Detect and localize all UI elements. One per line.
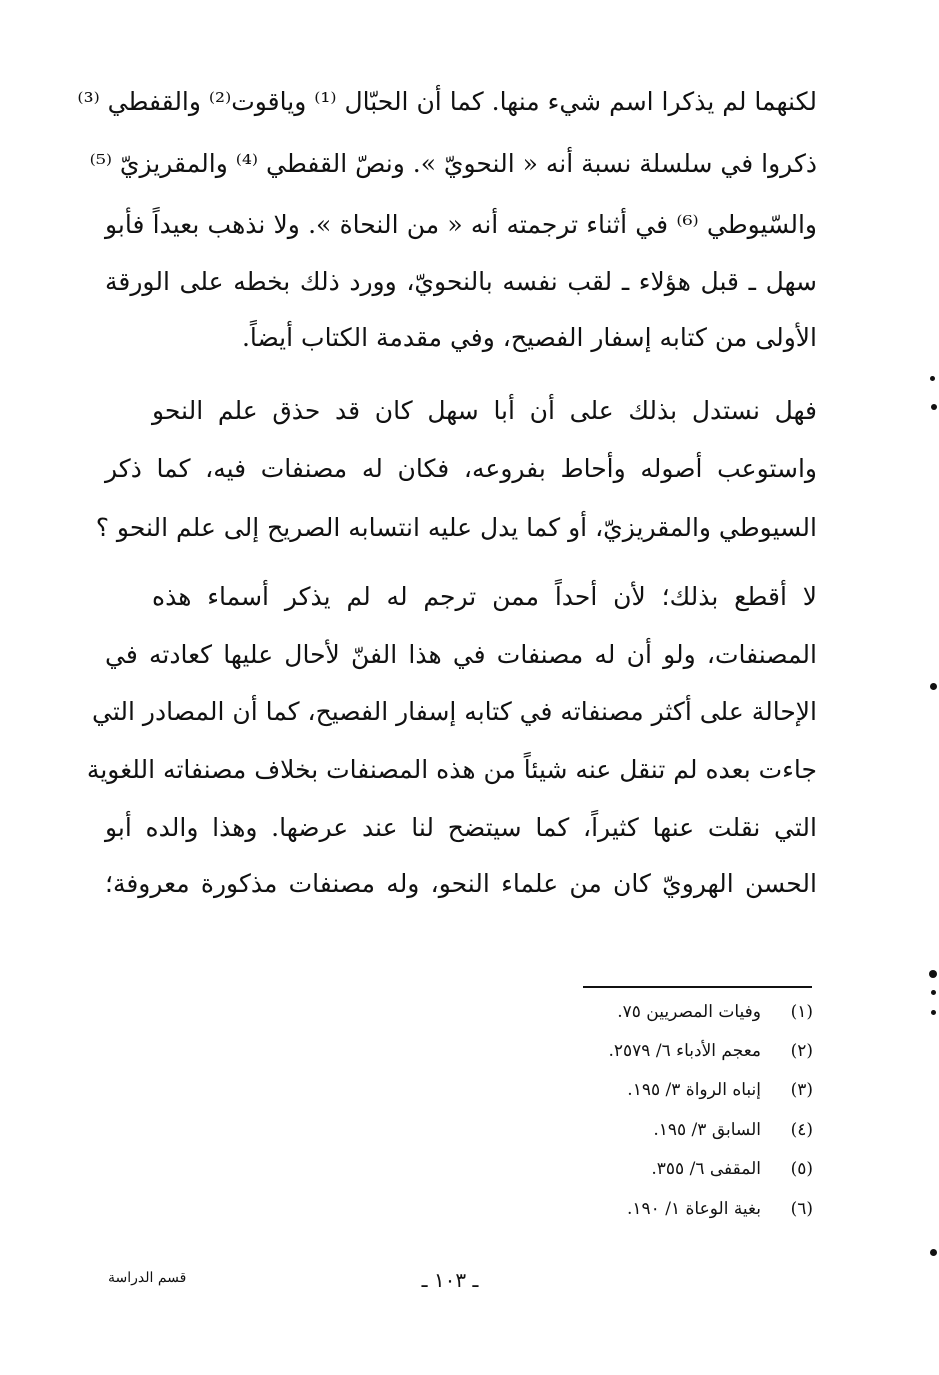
scan-speck	[930, 683, 937, 690]
body-line: الإحالة على أكثر مصنفاته في كتابه إسفار الفصيح، كما أن المصادر التي	[92, 697, 817, 726]
body-line: جاءت بعده لم تنقل عنه شيئاً من هذه المصنفات بخلاف مصنفاته اللغوية	[86, 755, 817, 784]
footnote-number: (٣)	[790, 1080, 813, 1100]
footnote	[651, 1156, 813, 1182]
page-number: ـ ١٠٣ ـ	[421, 1268, 479, 1292]
footnote-text: معجم الأدباء ٦/ ٢٥٧٩.	[608, 1041, 761, 1061]
body-line: سهل ـ قبل هؤلاء ـ لقب نفسه بالنحويّ، وورد ذلك بخطه على الورقة	[105, 267, 817, 296]
body-line: الأولى من كتابه إسفار الفصيح، وفي مقدمة الكتاب أيضاً.	[241, 323, 817, 352]
body-line: ذكروا في سلسلة نسبة أنه « النحويّ ». ونصّ القفطي ⁽⁴⁾ والمقريزيّ ⁽⁵⁾	[89, 149, 817, 178]
footnote-text: المقفى ٦/ ٣٥٥.	[651, 1159, 761, 1179]
body-line: لكنهما لم يذكرا اسم شيء منها. كما أن الحبّال ⁽¹⁾ وياقوت⁽²⁾ والقفطي ⁽³⁾	[77, 87, 817, 116]
body-line: المصنفات، ولو أن له مصنفات في هذا الفنّ لأحال عليها كعادته في	[105, 640, 817, 669]
body-line: لا أقطع بذلك؛ لأن أحداً ممن ترجم له لم يذكر أسماء هذه	[152, 582, 817, 611]
scan-speck	[929, 970, 937, 978]
footnote-divider	[583, 986, 812, 988]
scan-speck	[931, 990, 936, 995]
body-line: الحسن الهرويّ كان من علماء النحو، وله مصنفات مذكورة معروفة؛	[105, 869, 817, 898]
footnote-number: (٥)	[790, 1159, 813, 1179]
body-line: التي نقلت عنها كثيراً، كما سيتضح لنا عند عرضها. وهذا والده أبو	[105, 813, 817, 842]
footnote-text: إنباه الرواة ٣/ ١٩٥.	[627, 1080, 761, 1100]
scan-speck	[930, 376, 935, 381]
footnote	[627, 1196, 813, 1222]
body-line: واستوعب أصوله وأحاط بفروعه، فكان له مصنفات فيه، كما ذكر	[105, 454, 817, 483]
body-line: السيوطي والمقريزيّ، أو كما يدل عليه انتسابه الصريح إلى علم النحو ؟	[95, 513, 817, 542]
footnote	[653, 1117, 813, 1143]
footnote-text: السابق ٣/ ١٩٥.	[653, 1120, 761, 1140]
footnote-number: (٦)	[790, 1199, 813, 1219]
footnote-number: (٤)	[790, 1120, 813, 1140]
footnote-number: (٢)	[790, 1041, 813, 1061]
scan-speck	[931, 1010, 936, 1015]
footnote-text: بغية الوعاة ١/ ١٩٠.	[627, 1199, 761, 1219]
footnote	[617, 999, 813, 1025]
footnote-text: وفيات المصريين ٧٥.	[617, 1002, 761, 1022]
scan-speck	[930, 1249, 937, 1256]
scan-speck	[931, 404, 937, 410]
footnote	[627, 1077, 813, 1103]
section-label: قسم الدراسة	[108, 1270, 187, 1286]
footnote	[608, 1038, 813, 1064]
footnote-number: (١)	[790, 1002, 813, 1022]
body-line: والسّيوطي ⁽⁶⁾ في أثناء ترجمته أنه « من النحاة ». ولا نذهب بعيداً فأبو	[105, 210, 817, 239]
body-line: فهل نستدل بذلك على أن أبا سهل كان قد حذق علم النحو	[152, 396, 817, 425]
